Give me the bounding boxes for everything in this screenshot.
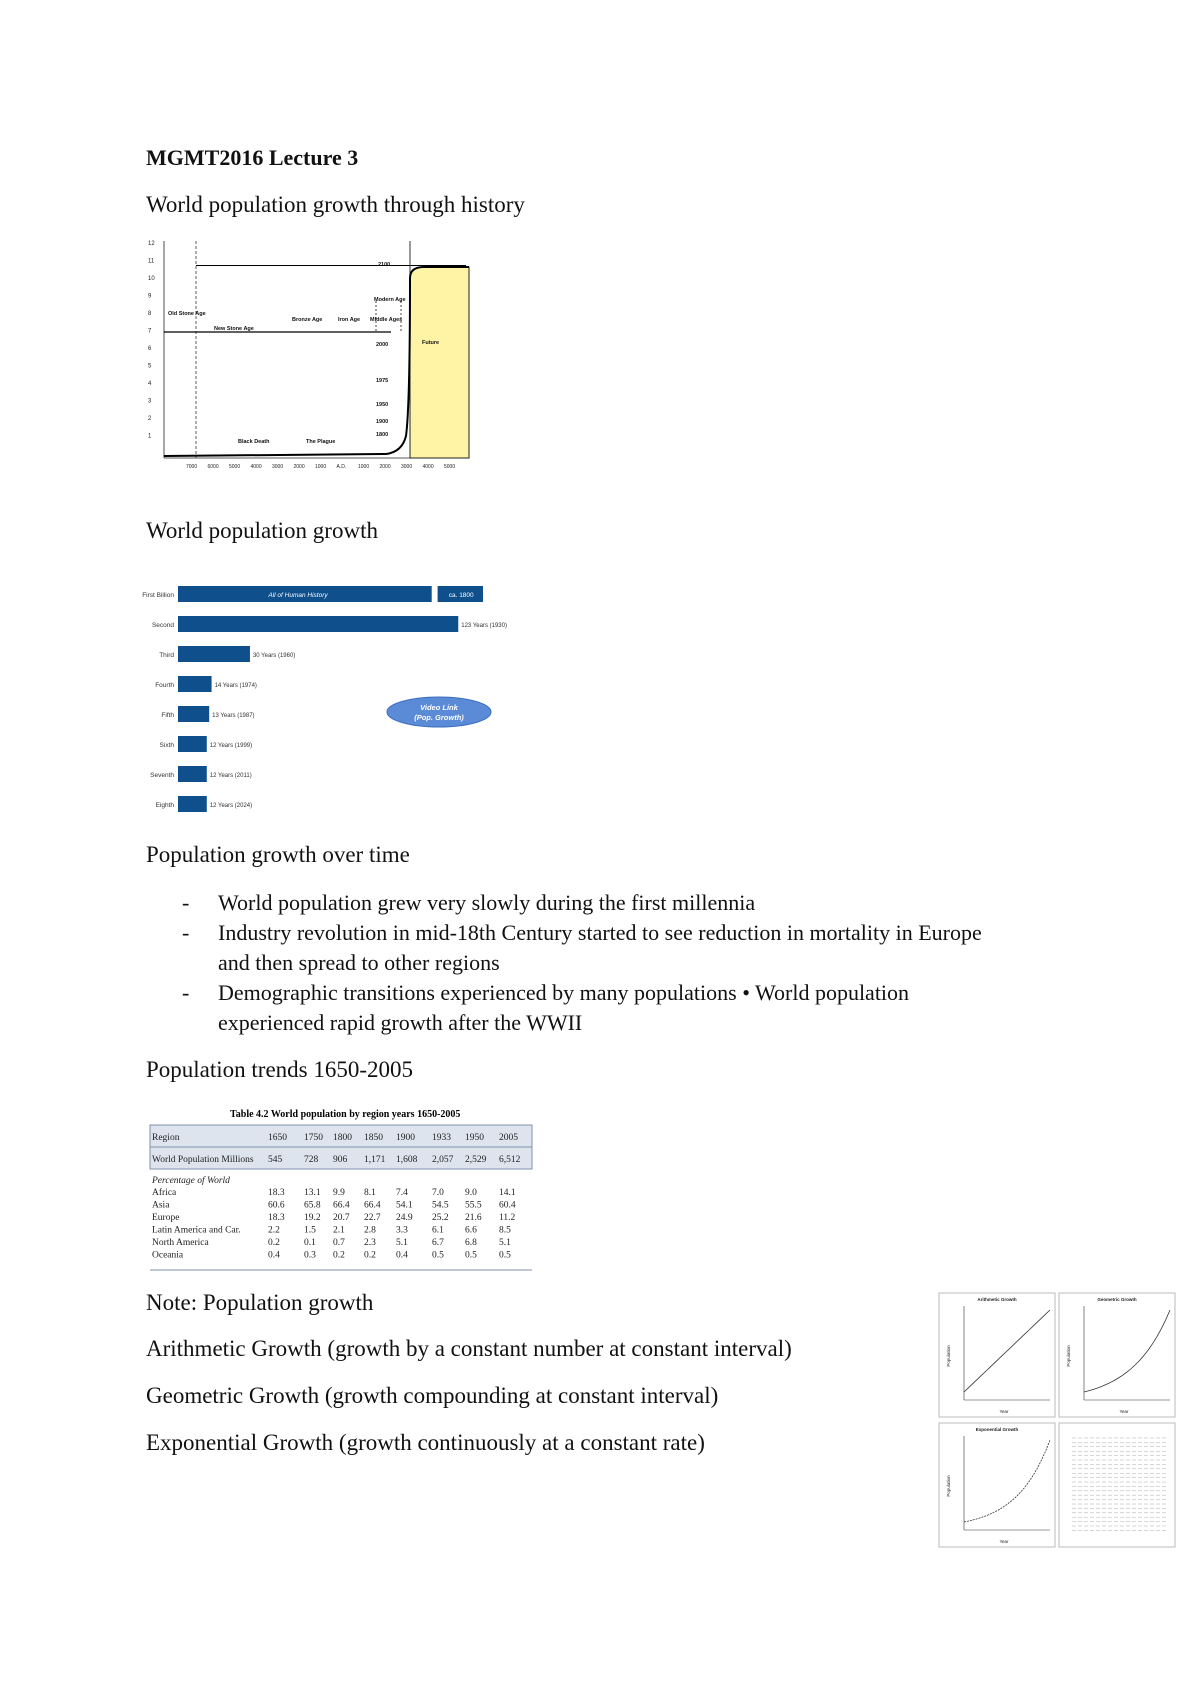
table-cell: 65.8 bbox=[304, 1200, 321, 1211]
y-tick-label: 11 bbox=[148, 258, 155, 265]
age-label: Middle Ages bbox=[370, 317, 403, 323]
growth-definition: Exponential Growth (growth continuously at a constant rate) bbox=[146, 1430, 705, 1455]
y-tick-label: 7 bbox=[148, 328, 152, 335]
table-cell: 11.2 bbox=[499, 1213, 516, 1223]
table-caption: Table 4.2 World population by region years 1650-2005 bbox=[230, 1109, 461, 1120]
thumb-xlabel: Year bbox=[999, 1539, 1009, 1544]
table-cell: North America bbox=[152, 1238, 209, 1248]
table-cell: 22.7 bbox=[364, 1213, 381, 1223]
table-cell: 1,608 bbox=[396, 1155, 418, 1165]
table-cell: 2005 bbox=[499, 1133, 518, 1143]
video-link-label[interactable]: (Pop. Growth) bbox=[414, 713, 464, 722]
x-tick-label: 5000 bbox=[444, 464, 456, 470]
x-tick-label: 6000 bbox=[207, 464, 219, 470]
table-cell: 5.1 bbox=[396, 1238, 408, 1248]
age-label: Old Stone Age bbox=[168, 311, 206, 317]
thumb-ylabel: Population bbox=[1066, 1345, 1071, 1367]
year-marker: 2100 bbox=[378, 262, 391, 268]
x-tick-label: 2000 bbox=[379, 464, 391, 470]
table-cell: 6.6 bbox=[465, 1225, 477, 1236]
table-cell: 2.2 bbox=[268, 1225, 280, 1236]
table-cell: 0.1 bbox=[304, 1238, 316, 1248]
table-cell: Latin America and Car. bbox=[152, 1225, 241, 1236]
x-tick-label: 5000 bbox=[229, 464, 241, 470]
table-cell: 0.5 bbox=[499, 1250, 511, 1261]
table-cell: 2,529 bbox=[465, 1155, 487, 1165]
bar-label: 13 Years (1987) bbox=[212, 713, 255, 719]
table-cell: 1750 bbox=[304, 1133, 323, 1143]
table-cell: 6.8 bbox=[465, 1238, 477, 1248]
table-cell: 906 bbox=[333, 1155, 348, 1165]
bar bbox=[178, 706, 209, 722]
table-cell: 1.5 bbox=[304, 1225, 316, 1236]
table-cell: 20.7 bbox=[333, 1213, 350, 1223]
bar-category-label: Seventh bbox=[150, 772, 174, 779]
table-cell: 7.0 bbox=[432, 1188, 444, 1198]
table-cell: 1900 bbox=[396, 1133, 415, 1143]
bar-label: 14 Years (1974) bbox=[214, 683, 257, 689]
section-heading-history: World population growth through history bbox=[146, 192, 525, 217]
year-marker: 1800 bbox=[376, 432, 389, 438]
list-item: - Industry revolution in mid-18th Century started to see reduction in mortality in Europe and then spread to other regions bbox=[182, 920, 982, 975]
thumb-xlabel: Year bbox=[1119, 1409, 1129, 1414]
x-tick-label: 2000 bbox=[293, 464, 305, 470]
table-cell: 0.2 bbox=[364, 1250, 376, 1261]
thumb-title: Arithmetic Growth bbox=[977, 1297, 1017, 1302]
table-cell: 0.4 bbox=[268, 1250, 280, 1261]
bar-label: 123 Years (1930) bbox=[461, 623, 507, 629]
table-cell: 0.5 bbox=[465, 1250, 477, 1261]
table-subheader: Percentage of World bbox=[152, 1176, 230, 1186]
table-cell: 7.4 bbox=[396, 1188, 408, 1198]
bar bbox=[178, 736, 207, 752]
note-heading: Note: Population growth bbox=[146, 1290, 374, 1315]
table-cell: 6.7 bbox=[432, 1238, 444, 1248]
table-cell: 6,512 bbox=[499, 1155, 521, 1165]
table-cell: 5.1 bbox=[499, 1238, 511, 1248]
thumb-frame bbox=[1059, 1423, 1175, 1547]
table-cell: 1,171 bbox=[364, 1155, 386, 1165]
y-tick-label: 10 bbox=[148, 276, 155, 282]
bar-label: 12 Years (2011) bbox=[209, 773, 252, 779]
year-marker: 1900 bbox=[376, 419, 389, 425]
x-tick-label: 4000 bbox=[422, 464, 434, 470]
table-cell: World Population Millions bbox=[152, 1155, 254, 1165]
x-tick-label: 3000 bbox=[272, 464, 284, 470]
table-cell: 18.3 bbox=[268, 1188, 285, 1198]
table-cell: 18.3 bbox=[268, 1213, 285, 1223]
section-heading-trends: Population trends 1650-2005 bbox=[146, 1057, 414, 1082]
year-marker: 1975 bbox=[376, 378, 389, 384]
x-tick-label: 4000 bbox=[250, 464, 262, 470]
future-label: Future bbox=[422, 340, 440, 346]
table-cell: Region bbox=[152, 1133, 180, 1143]
bar-label: ca. 1800 bbox=[448, 592, 474, 599]
growth-definition: Geometric Growth (growth compounding at constant interval) bbox=[146, 1383, 719, 1408]
table-cell: 2.3 bbox=[364, 1238, 376, 1248]
thumb-frame bbox=[1059, 1293, 1175, 1417]
table-cell: 60.4 bbox=[499, 1200, 516, 1211]
table-cell: Europe bbox=[152, 1213, 180, 1223]
y-tick-label: 2 bbox=[148, 416, 152, 422]
x-tick-label: 1000 bbox=[358, 464, 370, 470]
list-item: - World population grew very slowly during the first millennia bbox=[182, 890, 756, 915]
year-marker: 2000 bbox=[376, 342, 389, 348]
growth-thumbnails bbox=[938, 1292, 1176, 1550]
age-label: Modern Age bbox=[374, 297, 406, 303]
table-cell: 25.2 bbox=[432, 1213, 449, 1223]
table-cell: 1650 bbox=[268, 1133, 287, 1143]
table-cell: 9.9 bbox=[333, 1188, 345, 1198]
history-population-chart bbox=[146, 236, 472, 476]
table-cell: 60.6 bbox=[268, 1200, 285, 1211]
table-cell: 0.2 bbox=[333, 1250, 345, 1261]
table-cell: 66.4 bbox=[333, 1200, 350, 1211]
bar-category-label: First Billion bbox=[142, 592, 174, 599]
age-label: Iron Age bbox=[338, 317, 361, 323]
table-cell: Africa bbox=[152, 1188, 177, 1198]
thumb-title: Geometric Growth bbox=[1097, 1297, 1137, 1302]
table-cell: 13.1 bbox=[304, 1188, 321, 1198]
bar-category-label: Fifth bbox=[161, 712, 174, 719]
table-cell: 19.2 bbox=[304, 1213, 321, 1223]
table-cell: 8.1 bbox=[364, 1188, 376, 1198]
y-tick-label: 9 bbox=[148, 293, 152, 300]
bar bbox=[178, 646, 250, 662]
table-cell: 54.1 bbox=[396, 1200, 413, 1211]
bar-label: All of Human History bbox=[268, 592, 328, 599]
table-cell: 1950 bbox=[465, 1133, 484, 1143]
table-cell: 0.2 bbox=[268, 1238, 280, 1248]
x-tick-label: 3000 bbox=[401, 464, 413, 470]
bar-label: 12 Years (1999) bbox=[209, 743, 253, 749]
table-cell: 24.9 bbox=[396, 1213, 413, 1223]
page-title: MGMT2016 Lecture 3 bbox=[146, 145, 359, 170]
bar-label: 30 Years (1960) bbox=[252, 653, 296, 659]
table-cell: 0.7 bbox=[333, 1238, 345, 1248]
table-cell: 6.1 bbox=[432, 1225, 444, 1236]
y-tick-label: 6 bbox=[148, 346, 152, 352]
table-cell: 54.5 bbox=[432, 1200, 449, 1211]
table-cell: 0.4 bbox=[396, 1250, 408, 1261]
table-cell: 2,057 bbox=[432, 1155, 454, 1165]
table-cell: 21.6 bbox=[465, 1213, 482, 1223]
table-cell: 2.8 bbox=[364, 1225, 376, 1236]
thumb-frame bbox=[939, 1293, 1055, 1417]
age-label: Bronze Age bbox=[292, 317, 323, 323]
bar-label: 12 Years (2024) bbox=[209, 803, 253, 809]
section-heading-over-time: Population growth over time bbox=[146, 842, 410, 867]
thumb-frame bbox=[939, 1423, 1055, 1547]
billion-growth-bar-chart bbox=[142, 578, 516, 828]
table-cell: 0.3 bbox=[304, 1250, 316, 1261]
age-label: New Stone Age bbox=[214, 326, 254, 332]
table-cell: Oceania bbox=[152, 1250, 184, 1261]
video-link-label[interactable]: Video Link bbox=[420, 703, 458, 712]
y-tick-label: 4 bbox=[148, 381, 152, 387]
y-tick-label: 12 bbox=[148, 241, 155, 247]
x-tick-label: A.D. bbox=[336, 464, 347, 470]
section-heading-growth: World population growth bbox=[146, 518, 378, 543]
x-tick-label: 7000 bbox=[186, 464, 198, 470]
table-cell: 545 bbox=[268, 1155, 283, 1165]
thumb-ylabel: Population bbox=[946, 1475, 951, 1497]
table-cell: 1850 bbox=[364, 1133, 383, 1143]
table-cell: 14.1 bbox=[499, 1188, 516, 1198]
bar-category-label: Third bbox=[159, 652, 174, 659]
list-item: - Demographic transitions experienced by many populations • World population experienced rapid growth after the WWII bbox=[182, 980, 910, 1035]
video-link-button[interactable] bbox=[387, 697, 491, 727]
bar bbox=[178, 616, 458, 632]
table-cell: 55.5 bbox=[465, 1200, 482, 1211]
table-cell: 1933 bbox=[432, 1133, 451, 1143]
year-marker: 1950 bbox=[376, 402, 389, 408]
bar bbox=[178, 676, 212, 692]
table-cell: 8.5 bbox=[499, 1225, 511, 1236]
table-cell: Asia bbox=[152, 1200, 170, 1211]
table-cell: 0.5 bbox=[432, 1250, 444, 1261]
bar bbox=[178, 796, 207, 812]
y-tick-label: 8 bbox=[148, 311, 152, 317]
bar bbox=[178, 766, 207, 782]
table-cell: 1800 bbox=[333, 1133, 352, 1143]
thumb-title: Exponential Growth bbox=[975, 1427, 1019, 1432]
y-tick-label: 3 bbox=[148, 398, 152, 405]
thumb-xlabel: Year bbox=[999, 1409, 1009, 1414]
thumb-ylabel: Population bbox=[946, 1345, 951, 1367]
table-cell: 9.0 bbox=[465, 1188, 477, 1198]
table-cell: 728 bbox=[304, 1155, 319, 1165]
plague-label: The Plague bbox=[306, 439, 336, 445]
table-cell: 3.3 bbox=[396, 1225, 408, 1236]
x-tick-label: 1000 bbox=[315, 464, 327, 470]
growth-definition: Arithmetic Growth (growth by a constant number at constant interval) bbox=[146, 1336, 792, 1361]
black-death-label: Black Death bbox=[238, 439, 270, 445]
bar-category-label: Eighth bbox=[155, 802, 174, 809]
bullet-list bbox=[182, 888, 1008, 1038]
table-cell: 66.4 bbox=[364, 1200, 381, 1211]
bar-category-label: Fourth bbox=[155, 682, 174, 689]
y-tick-label: 5 bbox=[148, 363, 152, 370]
bar-category-label: Second bbox=[151, 622, 174, 629]
y-tick-label: 1 bbox=[148, 433, 152, 440]
bar-category-label: Sixth bbox=[159, 742, 174, 749]
population-region-table bbox=[146, 1106, 538, 1272]
table-cell: 2.1 bbox=[333, 1225, 345, 1236]
